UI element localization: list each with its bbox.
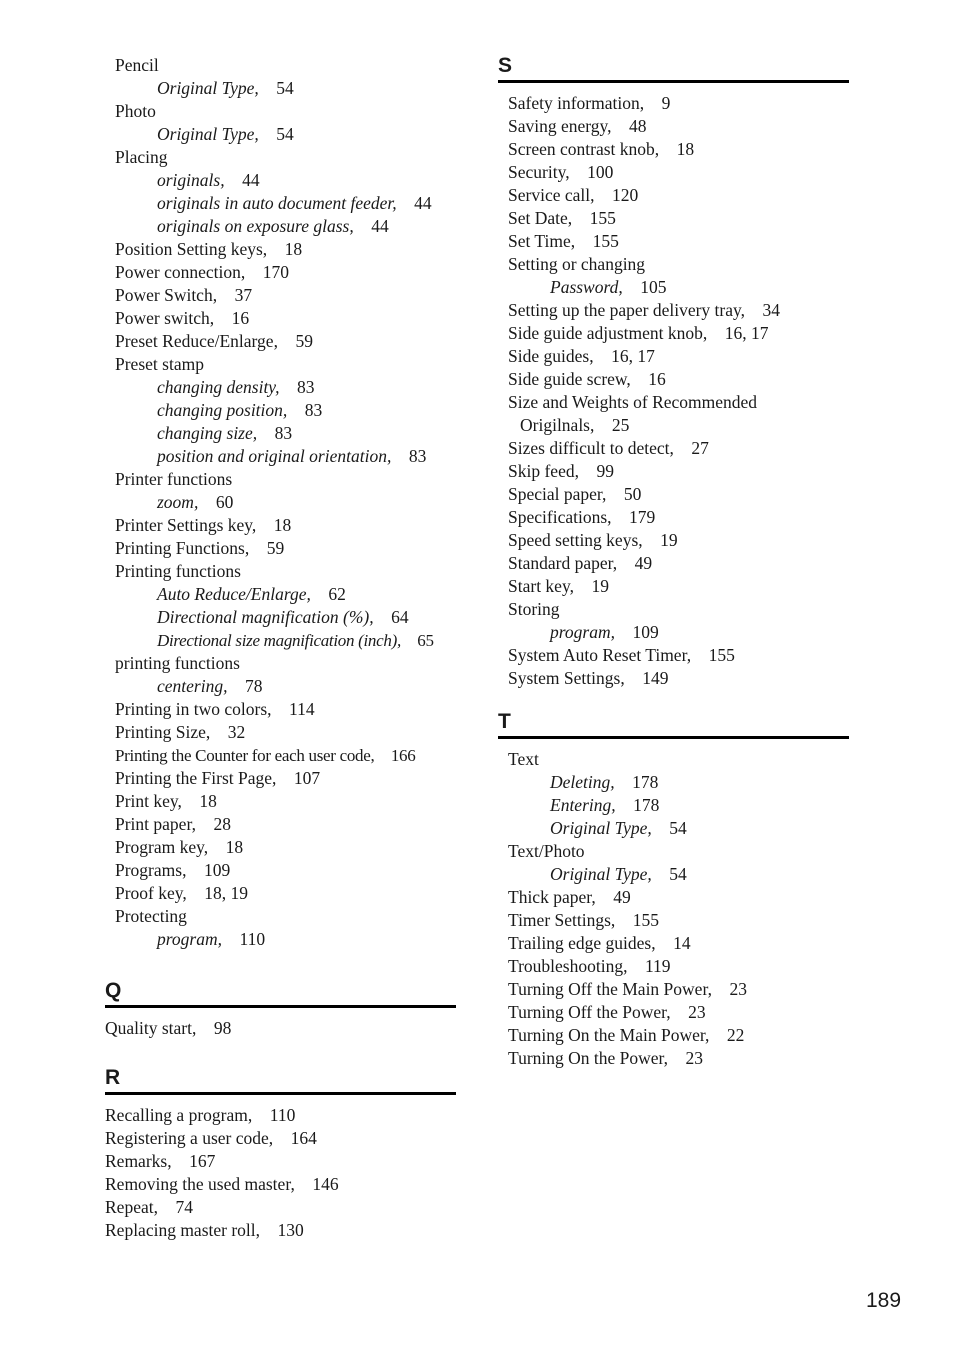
index-entry: System Settings, 149 [508, 668, 669, 688]
index-entry: Side guide screw, 16 [508, 369, 666, 389]
entry-term: Set Time [508, 231, 571, 251]
entry-term: Origilnals [520, 415, 590, 435]
index-entry: Quality start, 98 [105, 1018, 232, 1038]
entry-page-ref: 16, 17 [611, 346, 655, 366]
entry-term: Printing the Counter for each user code [115, 746, 371, 765]
entry-page-ref: 98 [213, 1018, 232, 1038]
entry-page-ref: 78 [244, 676, 263, 696]
entry-term: Specifications [508, 507, 608, 527]
index-entry [508, 391, 849, 414]
entry-term: Proof key [115, 883, 183, 903]
index-entry: Troubleshooting, 119 [508, 956, 671, 976]
entry-page-ref: 110 [269, 1105, 296, 1125]
index-entry: Print paper, 28 [115, 814, 231, 834]
index-entry: Repeat, 74 [105, 1197, 193, 1217]
entry-term: Program key [115, 837, 204, 857]
entry-term: Text/Photo [508, 841, 585, 861]
continued-entries [115, 54, 460, 951]
section-entries [498, 92, 849, 690]
entry-term: Speed setting keys [508, 530, 639, 550]
index-subentry: centering, 78 [157, 676, 263, 696]
index-entry: Proof key, 18, 19 [115, 883, 249, 903]
index-entry: Setting up the paper delivery tray, 34 [508, 300, 780, 320]
entry-term: Standard paper [508, 553, 613, 573]
entry-page-ref: 23 [729, 979, 747, 999]
entry-page-ref: 9 [661, 93, 671, 113]
entry-page-ref: 64 [391, 607, 409, 627]
section-heading: S [498, 54, 513, 77]
entry-term: Auto Reduce/Enlarge [157, 584, 307, 604]
entry-page-ref: 23 [688, 1002, 706, 1022]
entry-term: Directional magnification (%) [157, 607, 370, 627]
entry-term: Registering a user code [105, 1128, 269, 1148]
section-heading: R [105, 1066, 121, 1089]
entry-page-ref: 44 [414, 193, 432, 213]
entry-page-ref: 100 [587, 162, 614, 182]
index-subentry: program, 109 [550, 622, 659, 642]
entry-term: Turning Off the Main Power [508, 979, 708, 999]
entry-term: Printing functions [115, 561, 241, 581]
index-subentry: Original Type, 54 [550, 864, 687, 884]
entry-page-ref: 32 [227, 722, 246, 742]
index-subentry: Original Type, 54 [157, 78, 294, 98]
entry-term: program [550, 622, 611, 642]
entry-term: Power Switch [115, 285, 213, 305]
index-entry [115, 652, 460, 675]
entry-term: Security [508, 162, 566, 182]
entry-term: Turning Off the Power [508, 1002, 667, 1022]
index-entry: Saving energy, 48 [508, 116, 647, 136]
index-entry: Power Switch, 37 [115, 285, 253, 305]
entry-page-ref: 19 [591, 576, 609, 596]
index-entry: Power switch, 16 [115, 308, 250, 328]
index-subentry: changing position, 83 [157, 400, 323, 420]
index-entry: Timer Settings, 155 [508, 910, 660, 930]
section-divider [498, 80, 849, 83]
index-subentry: Directional magnification (%), 64 [157, 607, 409, 627]
entry-term: Print paper [115, 814, 192, 834]
entry-page-ref: 22 [726, 1025, 745, 1045]
index-subentry: Password, 105 [550, 277, 667, 297]
index-entry: Service call, 120 [508, 185, 639, 205]
index-entry [115, 905, 460, 928]
entry-page-ref: 179 [629, 507, 656, 527]
entry-term: Removing the used master [105, 1174, 291, 1194]
entry-term: Original Type [550, 818, 648, 838]
section-entries [105, 1104, 456, 1242]
entry-page-ref: 62 [328, 584, 346, 604]
index-entry: Printer Settings key, 18 [115, 515, 292, 535]
entry-term: Original Type [157, 124, 255, 144]
entry-page-ref: 149 [642, 668, 669, 688]
entry-term: program [157, 929, 218, 949]
index-entry: Programs, 109 [115, 860, 231, 880]
entry-page-ref: 114 [289, 699, 315, 719]
index-entry [115, 54, 460, 77]
index-entry: Print key, 18 [115, 791, 217, 811]
index-entry: Special paper, 50 [508, 484, 642, 504]
entry-term: Protecting [115, 906, 187, 926]
index-entry [508, 253, 849, 276]
entry-term: Printing Functions [115, 538, 245, 558]
entry-term: Timer Settings [508, 910, 611, 930]
index-entry: Security, 100 [508, 162, 614, 182]
entry-term: Side guides [508, 346, 590, 366]
index-subentry: Auto Reduce/Enlarge, 62 [157, 584, 346, 604]
entry-page-ref: 54 [276, 124, 294, 144]
entry-term: Directional size magnification (inch) [157, 631, 397, 650]
entry-page-ref: 166 [390, 746, 416, 765]
entry-term: Safety information [508, 93, 640, 113]
index-section-t [498, 710, 849, 1070]
index-entry: System Auto Reset Timer, 155 [508, 645, 735, 665]
entry-term: printing functions [115, 653, 240, 673]
entry-page-ref: 28 [213, 814, 231, 834]
entry-term: Screen contrast knob [508, 139, 655, 159]
index-subentry: position and original orientation, 83 [157, 446, 427, 466]
entry-term: Quality start [105, 1018, 192, 1038]
entry-page-ref: 99 [596, 461, 614, 481]
entry-page-ref: 109 [632, 622, 659, 642]
entry-term: Power connection [115, 262, 241, 282]
entry-page-ref: 178 [633, 795, 660, 815]
entry-page-ref: 120 [611, 185, 639, 205]
entry-page-ref: 16 [231, 308, 250, 328]
index-entry: Registering a user code, 164 [105, 1128, 317, 1148]
entry-term: System Settings [508, 668, 621, 688]
entry-page-ref: 59 [266, 538, 285, 558]
index-entry: Side guides, 16, 17 [508, 346, 655, 366]
entry-page-ref: 170 [262, 262, 289, 282]
index-subentry: program, 110 [157, 929, 266, 949]
index-section-s [498, 54, 849, 690]
entry-term: changing density [157, 377, 276, 397]
entry-term: Set Date [508, 208, 568, 228]
entry-page-ref: 18 [284, 239, 303, 259]
index-entry: Remarks, 167 [105, 1151, 216, 1171]
entry-term: Entering [550, 795, 612, 815]
entry-term: Original Type [550, 864, 648, 884]
entry-term: centering [157, 676, 224, 696]
index-entry: Skip feed, 99 [508, 461, 614, 481]
index-entry: Sizes difficult to detect, 27 [508, 438, 709, 458]
index-subentry: Deleting, 178 [550, 772, 659, 792]
entry-term: Service call [508, 185, 591, 205]
index-entry: Preset Reduce/Enlarge, 59 [115, 331, 313, 351]
section-divider [105, 1092, 456, 1095]
entry-page-ref: 49 [613, 887, 631, 907]
section-entries [105, 1017, 456, 1040]
entry-term: Photo [115, 101, 156, 121]
index-subentry: originals on exposure glass, 44 [157, 216, 389, 236]
entry-page-ref: 167 [189, 1151, 216, 1171]
section-heading: T [498, 710, 511, 733]
index-entry: Recalling a program, 110 [105, 1105, 296, 1125]
entry-page-ref: 105 [640, 277, 667, 297]
entry-term: Setting or changing [508, 254, 646, 274]
entry-page-ref: 54 [669, 818, 687, 838]
entry-term: Printer functions [115, 469, 233, 489]
index-entry: Standard paper, 49 [508, 553, 653, 573]
entry-page-ref: 155 [632, 910, 660, 930]
entry-page-ref: 18 [273, 515, 292, 535]
entry-term: Thick paper [508, 887, 592, 907]
entry-term: Replacing master roll [105, 1220, 256, 1240]
entry-page-ref: 59 [295, 331, 313, 351]
entry-term: System Auto Reset Timer [508, 645, 687, 665]
index-entry: Origilnals, 25 [520, 415, 630, 435]
index-entry [115, 468, 460, 491]
index-entry [115, 146, 460, 169]
entry-term: Recalling a program [105, 1105, 248, 1125]
page-number: 189 [866, 1289, 902, 1312]
entry-term: Turning On the Power [508, 1048, 664, 1068]
index-entry [115, 353, 460, 376]
section-divider [105, 1005, 456, 1008]
entry-term: originals on exposure glass [157, 216, 350, 236]
entry-page-ref: 50 [623, 484, 642, 504]
index-entry: Safety information, 9 [508, 93, 671, 113]
index-entry: Thick paper, 49 [508, 887, 631, 907]
section-divider [498, 736, 849, 739]
entry-page-ref: 65 [417, 631, 434, 650]
entry-term: originals in auto document feeder [157, 193, 393, 213]
index-entry: Turning Off the Main Power, 23 [508, 979, 747, 999]
index-entry [115, 560, 460, 583]
entry-term: Sizes difficult to detect [508, 438, 670, 458]
entry-term: Printer Settings key [115, 515, 252, 535]
entry-page-ref: 109 [203, 860, 231, 880]
entry-term: Original Type [157, 78, 255, 98]
index-entry: Turning Off the Power, 23 [508, 1002, 706, 1022]
index-entry: Printing Size, 32 [115, 722, 246, 742]
index-entry: Printing Functions, 59 [115, 538, 285, 558]
index-entry: Start key, 19 [508, 576, 609, 596]
index-entry: Set Time, 155 [508, 231, 619, 251]
index-entry: Printing the First Page, 107 [115, 768, 321, 788]
index-entry: Position Setting keys, 18 [115, 239, 303, 259]
index-entry: Turning On the Main Power, 22 [508, 1025, 745, 1045]
entry-term: Troubleshooting [508, 956, 624, 976]
entry-term: Password [550, 277, 619, 297]
entry-page-ref: 155 [589, 208, 616, 228]
index-entry: Screen contrast knob, 18 [508, 139, 695, 159]
entry-term: Pencil [115, 55, 159, 75]
entry-page-ref: 83 [296, 377, 315, 397]
index-entry: Power connection, 170 [115, 262, 289, 282]
entry-term: Preset Reduce/Enlarge [115, 331, 274, 351]
entry-page-ref: 16 [648, 369, 666, 389]
entry-term: Size and Weights of Recommended [508, 392, 758, 412]
entry-page-ref: 18, 19 [204, 883, 249, 903]
entry-term: position and original orientation [157, 446, 387, 466]
index-entry: Turning On the Power, 23 [508, 1048, 704, 1068]
entry-term: Placing [115, 147, 168, 167]
entry-term: Programs [115, 860, 183, 880]
entry-page-ref: 155 [708, 645, 735, 665]
entry-term: Trailing edge guides [508, 933, 652, 953]
entry-term: Saving energy [508, 116, 608, 136]
entry-page-ref: 54 [276, 78, 294, 98]
entry-page-ref: 107 [293, 768, 321, 788]
entry-page-ref: 14 [673, 933, 691, 953]
entry-page-ref: 48 [629, 116, 647, 136]
index-subentry: originals in auto document feeder, 44 [157, 193, 432, 213]
entry-page-ref: 178 [632, 772, 659, 792]
entry-term: originals [157, 170, 221, 190]
entry-term: changing size [157, 423, 253, 443]
entry-term: Printing in two colors [115, 699, 268, 719]
entry-page-ref: 18 [225, 837, 244, 857]
index-section-r [105, 1066, 456, 1242]
index-entry [508, 748, 849, 771]
index-subentry: changing density, 83 [157, 377, 315, 397]
index-entry: Set Date, 155 [508, 208, 616, 228]
entry-term: zoom [157, 492, 194, 512]
index-subentry: Directional size magnification (inch), 65 [157, 631, 434, 650]
entry-term: Side guide screw [508, 369, 627, 389]
entry-page-ref: 74 [175, 1197, 193, 1217]
index-entry: Trailing edge guides, 14 [508, 933, 691, 953]
index-entry: Replacing master roll, 130 [105, 1220, 304, 1240]
entry-page-ref: 49 [634, 553, 653, 573]
entry-term: Start key [508, 576, 570, 596]
index-entry: Side guide adjustment knob, 16, 17 [508, 323, 769, 343]
entry-page-ref: 34 [762, 300, 780, 320]
entry-page-ref: 27 [691, 438, 709, 458]
entry-page-ref: 119 [644, 956, 671, 976]
index-entry: Removing the used master, 146 [105, 1174, 339, 1194]
entry-page-ref: 83 [274, 423, 293, 443]
index-section-q [105, 979, 456, 1040]
entry-page-ref: 37 [234, 285, 253, 305]
entry-page-ref: 18 [199, 791, 217, 811]
index-entry: Speed setting keys, 19 [508, 530, 678, 550]
entry-term: Skip feed [508, 461, 575, 481]
entry-term: changing position [157, 400, 283, 420]
entry-term: Printing Size [115, 722, 206, 742]
entry-page-ref: 60 [215, 492, 234, 512]
entry-page-ref: 19 [660, 530, 678, 550]
entry-term: Turning On the Main Power [508, 1025, 705, 1045]
index-subentry: originals, 44 [157, 170, 260, 190]
entry-term: Remarks [105, 1151, 168, 1171]
index-subentry: changing size, 83 [157, 423, 293, 443]
index-entry [115, 100, 460, 123]
entry-page-ref: 44 [371, 216, 389, 236]
index-column-left [105, 54, 460, 1242]
index-entry: Printing the Counter for each user code, 166 [115, 746, 416, 765]
entry-term: Preset stamp [115, 354, 204, 374]
entry-page-ref: 110 [239, 929, 266, 949]
entry-term: Print key [115, 791, 178, 811]
entry-term: Deleting [550, 772, 611, 792]
entry-term: Position Setting keys [115, 239, 263, 259]
entry-page-ref: 18 [676, 139, 695, 159]
entry-term: Storing [508, 599, 560, 619]
entry-page-ref: 130 [277, 1220, 304, 1240]
index-entry [508, 840, 849, 863]
entry-page-ref: 16, 17 [724, 323, 769, 343]
index-entry [508, 598, 849, 621]
entry-page-ref: 83 [304, 400, 323, 420]
section-entries [498, 748, 849, 1070]
entry-term: Repeat [105, 1197, 154, 1217]
index-entry: Specifications, 179 [508, 507, 656, 527]
entry-term: Text [508, 749, 539, 769]
entry-page-ref: 54 [669, 864, 687, 884]
entry-term: Setting up the paper delivery tray [508, 300, 741, 320]
section-heading: Q [105, 979, 122, 1002]
entry-term: Printing the First Page [115, 768, 273, 788]
entry-page-ref: 25 [611, 415, 630, 435]
entry-page-ref: 44 [242, 170, 260, 190]
index-subentry: Original Type, 54 [550, 818, 687, 838]
index-subentry: Entering, 178 [550, 795, 660, 815]
entry-page-ref: 23 [685, 1048, 704, 1068]
entry-term: Special paper [508, 484, 603, 504]
entry-page-ref: 83 [408, 446, 427, 466]
index-column-right [498, 54, 850, 1070]
entry-page-ref: 155 [592, 231, 619, 251]
index-entry: Printing in two colors, 114 [115, 699, 315, 719]
index-subentry: Original Type, 54 [157, 124, 294, 144]
entry-page-ref: 164 [290, 1128, 317, 1148]
entry-term: Side guide adjustment knob [508, 323, 703, 343]
index-entry: Program key, 18 [115, 837, 244, 857]
entry-term: Power switch [115, 308, 210, 328]
entry-page-ref: 146 [312, 1174, 339, 1194]
index-subentry: zoom, 60 [157, 492, 234, 512]
